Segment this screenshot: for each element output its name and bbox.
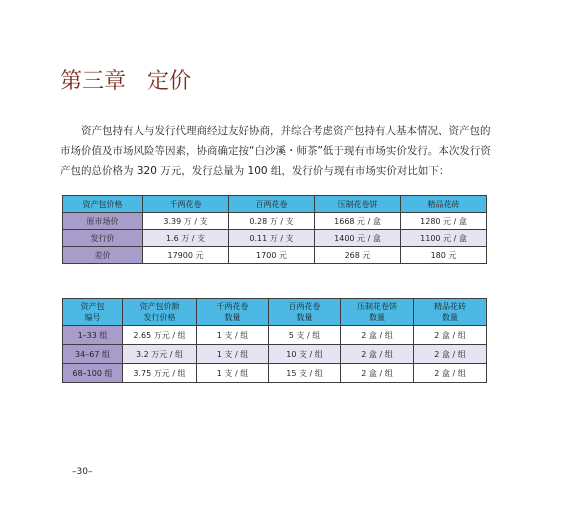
table-cell: 2 盒 / 组	[414, 326, 487, 345]
header-line: 编号	[84, 313, 101, 322]
page-number: –30–	[72, 467, 93, 477]
intro-paragraph: 资产包持有人与发行代理商经过友好协商，并综合考虑资产包持有人基本情况、资产包的市场价值及市场风险等因素，协商确定按“白沙溪・师茶”低于现有市场实价发行。本次发行资产包的总价格为 320 万元，发行总量为 100 组，发行价与现有市场实价对比如下：	[60, 125, 491, 177]
table-row	[63, 230, 487, 247]
column-header: 精品花砖	[401, 196, 487, 213]
table-cell: 2 盒 / 组	[341, 326, 414, 345]
row-label: 发行价	[63, 230, 143, 247]
table-cell: 180 元	[401, 247, 487, 264]
row-label: 34–67 组	[63, 345, 123, 364]
table-row	[63, 326, 487, 345]
table-cell: 3.75 万元 / 组	[123, 364, 197, 383]
table-row	[63, 364, 487, 383]
header-line: 资产包价额	[139, 302, 180, 311]
column-header	[63, 299, 123, 326]
column-header	[341, 299, 414, 326]
asset-pack-table	[62, 298, 487, 383]
header-line: 发行价格	[143, 313, 176, 322]
header-line: 压制花卷饼	[357, 302, 397, 311]
table-cell: 2 盒 / 组	[414, 345, 487, 364]
table-cell: 3.2 万元 / 组	[123, 345, 197, 364]
table-cell: 2 盒 / 组	[414, 364, 487, 383]
column-header	[123, 299, 197, 326]
table-cell: 2.65 万元 / 组	[123, 326, 197, 345]
table-cell: 17900 元	[143, 247, 229, 264]
row-label: 1–33 组	[63, 326, 123, 345]
table-cell: 5 支 / 组	[269, 326, 341, 345]
column-header: 百两花卷	[229, 196, 315, 213]
table-row	[63, 213, 487, 230]
table-cell: 1.6 万 / 支	[143, 230, 229, 247]
table-header-row	[63, 299, 487, 326]
row-label: 原市场价	[63, 213, 143, 230]
table-header-row	[63, 196, 487, 213]
column-header	[269, 299, 341, 326]
table-cell: 1668 元 / 盒	[315, 213, 401, 230]
column-header: 压制花卷饼	[315, 196, 401, 213]
header-line: 数量	[442, 313, 458, 322]
header-line: 数量	[369, 313, 385, 322]
header-line: 资产包	[80, 302, 105, 311]
table-cell: 1 支 / 组	[197, 345, 269, 364]
header-line: 数量	[296, 313, 313, 322]
table-cell: 1400 元 / 盒	[315, 230, 401, 247]
header-line: 数量	[224, 313, 241, 322]
table-row	[63, 345, 487, 364]
column-header	[197, 299, 269, 326]
column-header	[414, 299, 487, 326]
table-cell: 15 支 / 组	[269, 364, 341, 383]
column-header: 资产包价格	[63, 196, 143, 213]
table-cell: 268 元	[315, 247, 401, 264]
header-line: 千两花卷	[216, 302, 249, 311]
header-line: 百两花卷	[288, 302, 321, 311]
table-cell: 1700 元	[229, 247, 315, 264]
table-cell: 1 支 / 组	[197, 326, 269, 345]
table-cell: 1280 元 / 盒	[401, 213, 487, 230]
table-cell: 0.11 万 / 支	[229, 230, 315, 247]
table-cell: 0.28 万 / 支	[229, 213, 315, 230]
table-cell: 1 支 / 组	[197, 364, 269, 383]
table-cell: 2 盒 / 组	[341, 364, 414, 383]
price-comparison-table	[62, 195, 487, 264]
table-cell: 10 支 / 组	[269, 345, 341, 364]
row-label: 68–100 组	[63, 364, 123, 383]
header-line: 精品花砖	[434, 302, 466, 311]
table-cell: 3.39 万 / 支	[143, 213, 229, 230]
table-row	[63, 247, 487, 264]
row-label: 差价	[63, 247, 143, 264]
chapter-title: 第三章 定价	[60, 69, 191, 94]
column-header: 千两花卷	[143, 196, 229, 213]
table-cell: 2 盒 / 组	[341, 345, 414, 364]
table-cell: 1100 元 / 盒	[401, 230, 487, 247]
